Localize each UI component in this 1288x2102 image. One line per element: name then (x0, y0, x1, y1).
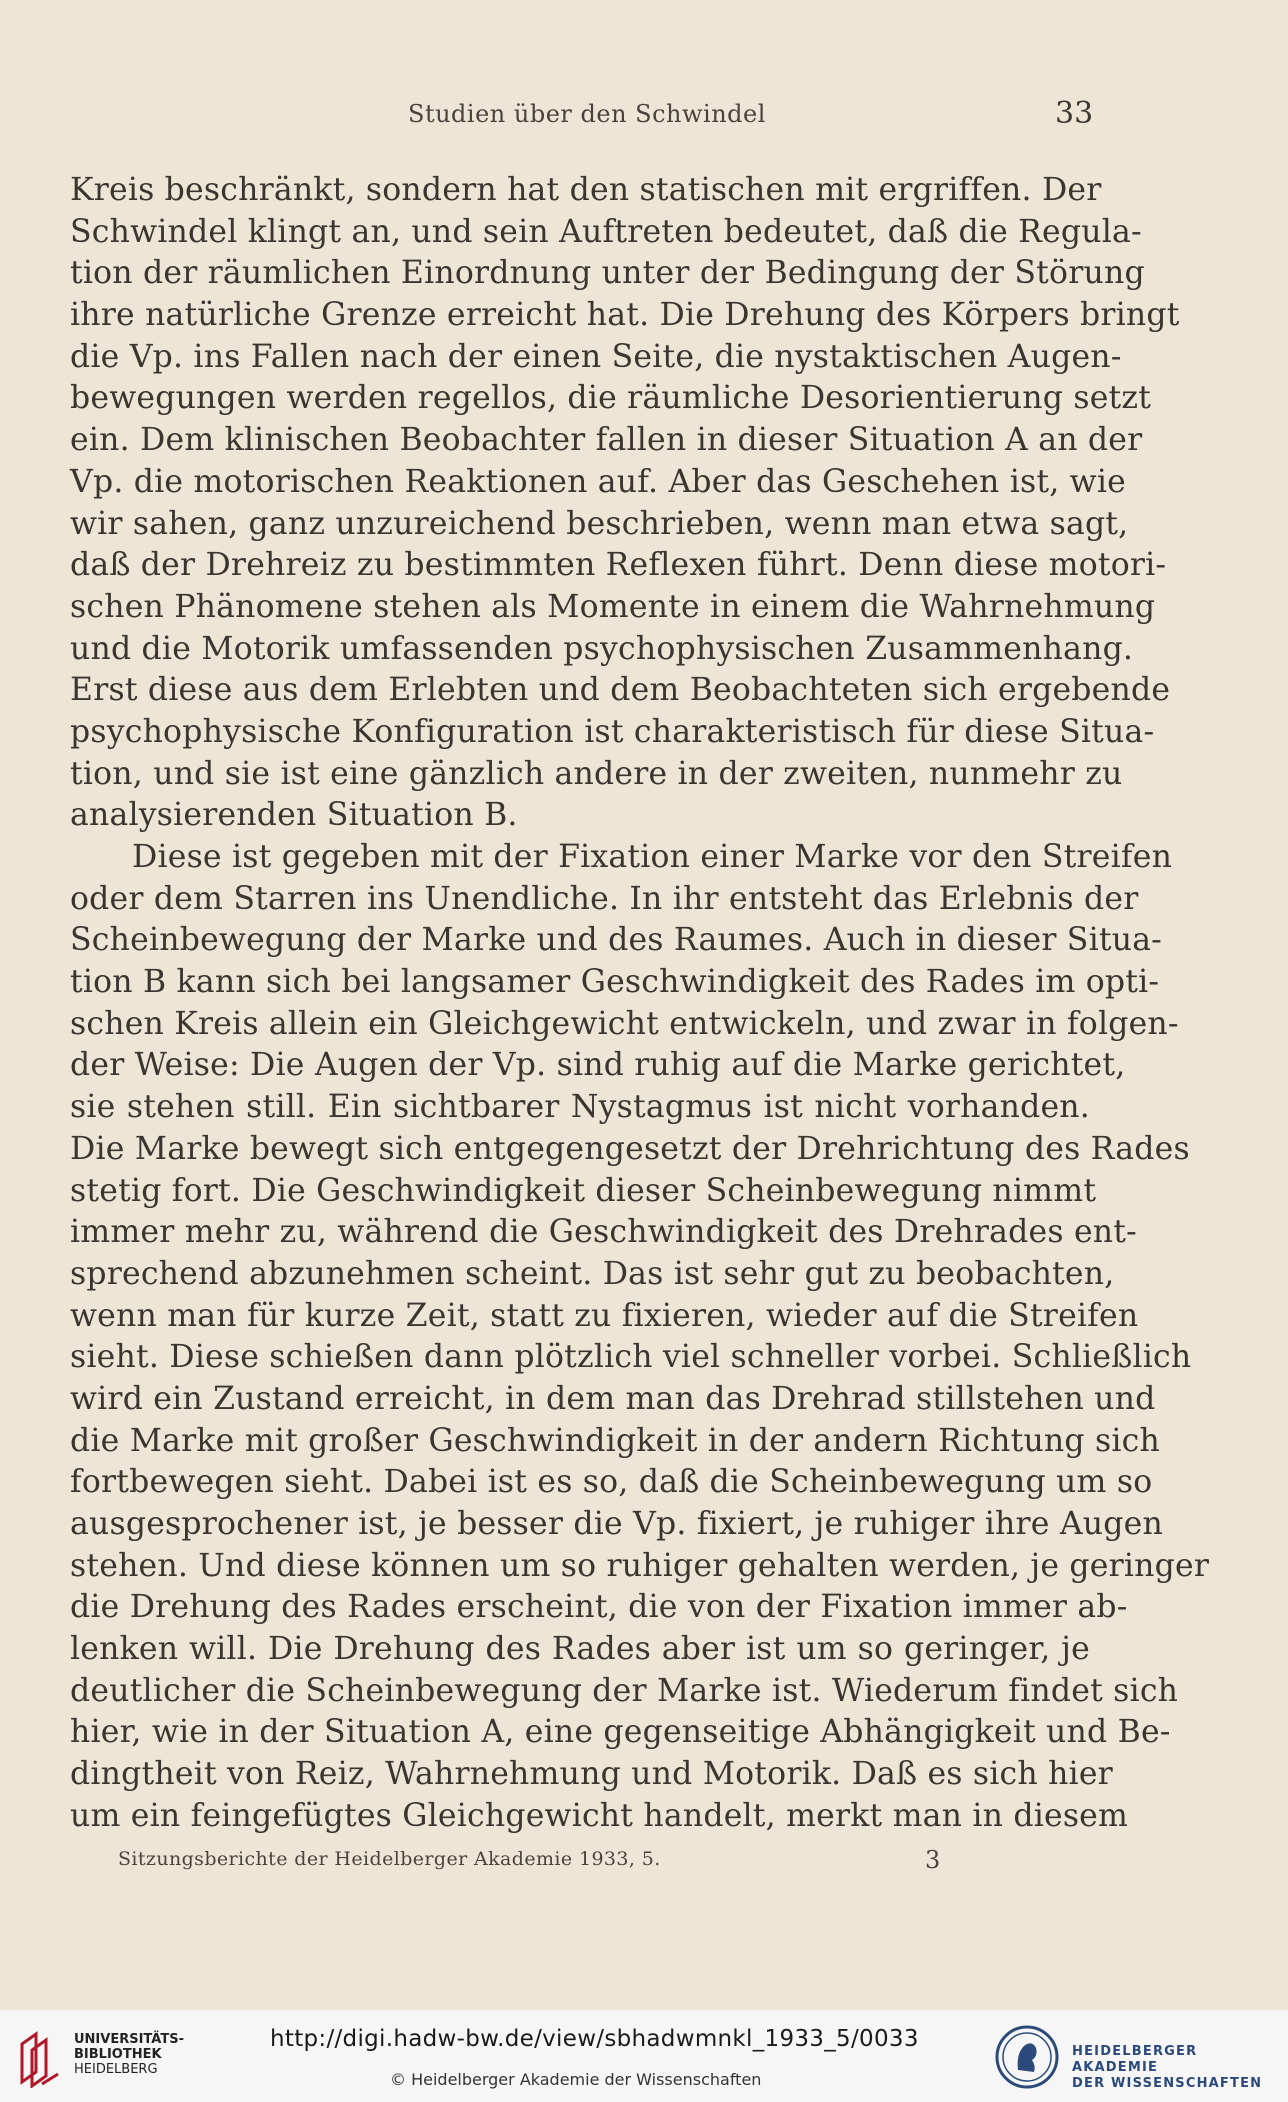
text-line: um ein feingefügtes Gleichgewicht handelt, merkt man in diesem (70, 1797, 1129, 1834)
academy-line-2: DER WISSENSCHAFTEN (1072, 2076, 1263, 2091)
text-line: der Weise: Die Augen der Vp. sind ruhig auf die Marke gerichtet, (70, 1047, 1126, 1084)
academy-line-1: HEIDELBERGER AKADEMIE (1072, 2044, 1198, 2075)
text-line: schen Phänomene stehen als Momente in einem die Wahrnehmung (70, 588, 1156, 625)
text-line: wir sahen, ganz unzureichend beschrieben, wenn man etwa sagt, (70, 505, 1129, 542)
text-line: schen Kreis allein ein Gleichgewicht entwickeln, und zwar in folgen- (70, 1005, 1179, 1042)
library-line-2: BIBLIOTHEK (74, 2047, 162, 2062)
text-line: wird ein Zustand erreicht, in dem man das Drehrad stillstehen und (70, 1380, 1156, 1417)
copyright-notice: © Heidelberger Akademie der Wissenschaften (390, 2070, 762, 2089)
page-number: 33 (1055, 96, 1094, 131)
library-line-1: UNIVERSITÄTS- (74, 2032, 184, 2047)
digitization-footer-bar (0, 2010, 1288, 2102)
text-line: lenken will. Die Drehung des Rades aber ist um so geringer, je (70, 1631, 1090, 1668)
text-line: Erst diese aus dem Erlebten und dem Beobachteten sich ergebende (70, 672, 1171, 709)
text-line: tion, und sie ist eine gänzlich andere in der zweiten, nunmehr zu (70, 755, 1123, 792)
university-library-logo-icon (14, 2030, 66, 2088)
text-line: ein. Dem klinischen Beobachter fallen in dieser Situation A an der (70, 422, 1143, 459)
text-line: Diese ist gegeben mit der Fixation einer Marke vor den Streifen (132, 839, 1173, 875)
academy-seal-icon (994, 2024, 1060, 2090)
running-head-title: Studien über den Schwindel (408, 100, 766, 128)
academy-name (1072, 2044, 1288, 2092)
text-line: sprechend abzunehmen scheint. Das ist sehr gut zu beobachten, (70, 1255, 1115, 1292)
running-head (0, 96, 1288, 140)
text-line: hier, wie in der Situation A, eine gegenseitige Abhängigkeit und Be- (70, 1714, 1171, 1751)
sheet-number: 3 (925, 1846, 941, 1874)
signature-line: Sitzungsberichte der Heidelberger Akademie 1933, 5. (118, 1848, 661, 1870)
text-line: Schwindel klingt an, und sein Auftreten bedeutet, daß die Regula- (70, 213, 1142, 250)
text-line: Kreis beschränkt, sondern hat den statischen mit ergriffen. Der (70, 172, 1102, 208)
permalink-url[interactable]: http://digi.hadw-bw.de/view/sbhadwmnkl_1933_5/0033 (270, 2026, 919, 2052)
body-text (70, 170, 1210, 1838)
text-line: die Drehung des Rades erscheint, die von der Fixation immer ab- (70, 1589, 1128, 1626)
text-line: bewegungen werden regellos, die räumliche Desorientierung setzt (70, 380, 1152, 417)
text-line: tion B kann sich bei langsamer Geschwindigkeit des Rades im opti- (70, 964, 1160, 1001)
text-line: psychophysische Konfiguration ist charakteristisch für diese Situa- (70, 713, 1155, 750)
text-line: die Vp. ins Fallen nach der einen Seite, die nystaktischen Augen- (70, 338, 1122, 375)
library-line-3: HEIDELBERG (74, 2062, 158, 2077)
text-line: stetig fort. Die Geschwindigkeit dieser Scheinbewegung nimmt (70, 1172, 1097, 1209)
text-line: stehen. Und diese können um so ruhiger gehalten werden, je geringer (70, 1547, 1210, 1584)
text-line: dingtheit von Reiz, Wahrnehmung und Motorik. Daß es sich hier (70, 1756, 1113, 1793)
text-line: analysierenden Situation B. (70, 797, 518, 834)
text-line: daß der Drehreiz zu bestimmten Reflexen führt. Denn diese motori- (70, 547, 1167, 584)
text-line: und die Motorik umfassenden psychophysischen Zusammenhang. (70, 630, 1134, 667)
text-line: oder dem Starren ins Unendliche. In ihr entsteht das Erlebnis der (70, 880, 1139, 917)
university-library-name (74, 2032, 184, 2077)
text-line: sieht. Diese schießen dann plötzlich viel schneller vorbei. Schließlich (70, 1339, 1192, 1376)
text-line: die Marke mit großer Geschwindigkeit in der andern Richtung sich (70, 1422, 1160, 1459)
text-line: ausgesprochener ist, je besser die Vp. fixiert, je ruhiger ihre Augen (70, 1506, 1163, 1542)
text-line: ihre natürliche Grenze erreicht hat. Die Drehung des Körpers bringt (70, 297, 1180, 334)
text-line: Scheinbewegung der Marke und des Raumes. Auch in dieser Situa- (70, 922, 1163, 959)
text-line: fortbewegen sieht. Dabei ist es so, daß die Scheinbewegung um so (70, 1464, 1153, 1501)
text-line: immer mehr zu, während die Geschwindigkeit des Drehrades ent- (70, 1214, 1137, 1251)
text-line: Die Marke bewegt sich entgegengesetzt der Drehrichtung des Rades (70, 1130, 1190, 1167)
text-line: sie stehen still. Ein sichtbarer Nystagmus ist nicht vorhanden. (70, 1089, 1090, 1126)
text-line: Vp. die motorischen Reaktionen auf. Aber das Geschehen ist, wie (70, 463, 1126, 500)
text-line: wenn man für kurze Zeit, statt zu fixieren, wieder auf die Streifen (70, 1297, 1139, 1334)
text-line: tion der räumlichen Einordnung unter der Bedingung der Störung (70, 255, 1145, 292)
text-line: deutlicher die Scheinbewegung der Marke ist. Wiederum findet sich (70, 1672, 1179, 1709)
